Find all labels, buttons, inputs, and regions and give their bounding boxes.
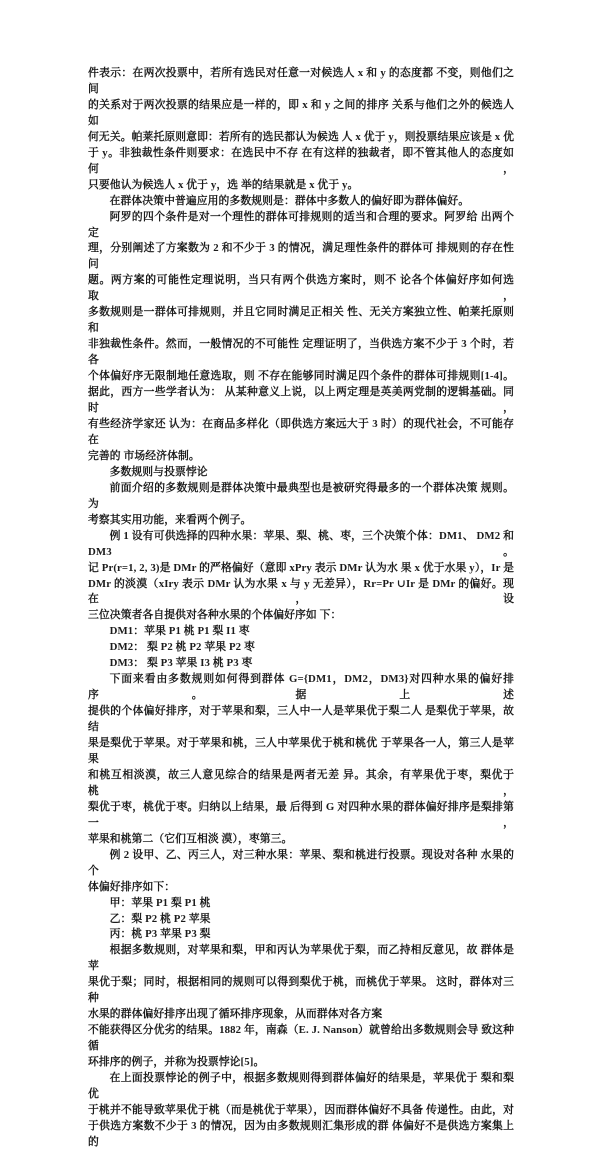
text-line: 环排序的例子，并称为投票悖论[5]。: [88, 1056, 265, 1069]
section-heading: 多数规则与投票悖论: [109, 465, 208, 478]
text-line: 件表示：在两次投票中，若所有选民对任意一对候选人 x 和 y 的态度都 不变，则他们之间: [88, 67, 514, 95]
text-line: 非独裁性条件。然而，一般情况的不可能性 定理证明了，当供选方案不少于 3 个时，若各: [88, 338, 514, 367]
text-line: 果是梨优于苹果。对于苹果和桃，三人中苹果优于桃和桃优 于苹果各一人，第三人是苹果: [88, 737, 514, 765]
text-line: 有些经济学家还 认为：在商品多样化（即供选方案远大于 3 时）的现代社会，不可能存在: [88, 417, 514, 446]
text-line: DM1：苹果 P1 桃 P1 梨 I1 枣: [109, 625, 250, 638]
text-line: 丙：桃 P3 苹果 P3 梨: [109, 928, 211, 941]
text-line: 体偏好排序如下：: [88, 880, 176, 893]
text-line: 于供选方案数不少于 3 的情况，因为由多数规则汇集形成的群 体偏好不是供选方案集上的: [88, 1119, 514, 1148]
text-line: DMr 的淡漠（xIry 表示 DMr 认为水果 x 与 y 无差异），Rr=Pr ∪Ir 是 DMr 的偏好。现在，设: [88, 577, 514, 606]
text-line: 只要他认为候选人 x 优于 y，选 举的结果就是 x 优于 y。: [88, 178, 359, 191]
text-line: 的关系对于两次投票的结果应是一样的，即 x 和 y 之间的排序 关系与他们之外的候选人如: [88, 98, 514, 127]
text-line: 三位决策者各自提供对各种水果的个体偏好序如 下：: [88, 609, 342, 622]
text-line: 果优于梨；同时，根据相同的规则可以得到梨优于桃，而桃优于苹果。 这时，群体对三种: [88, 976, 514, 1005]
text-line: 乙：梨 P2 桃 P2 苹果: [109, 912, 211, 925]
text-line: 阿罗的四个条件是对一个理性的群体可排规则的适当和合理的要求。阿罗给 出两个定: [88, 210, 514, 239]
text-line: 多数规则是一群体可排规则，并且它同时满足正相关 性、无关方案独立性、帕莱托原则和: [88, 306, 514, 335]
text-line: 在群体决策中普遍应用的多数规则是：群体中多数人的偏好即为群体偏好。: [109, 194, 470, 207]
text-line: 不能获得区分优劣的结果。1882 年，南森（E. J. Nanson）就曾给出多数规则会导 致这种循: [88, 1024, 514, 1053]
text-line: 苹果和桃第二（它们互相淡 漠），枣第三。: [88, 832, 293, 845]
text-block: [88, 66, 514, 1151]
text-line: DM2： 梨 P2 桃 P2 苹果 P2 枣: [109, 641, 255, 654]
text-line: 下面来看由多数规则如何得到群体 G={DM1，DM2，DM3}对四种水果的偏好排 序。据上述: [88, 673, 514, 702]
text-line: 理，分别阐述了方案数为 2 和不少于 3 的情况，满足理性条件的群体可 排规则的存在性问: [88, 242, 514, 271]
text-line: 于桃并不能导致苹果优于桃（而是桃优于苹果），因而群体偏好不具备 传递性。由此，对: [88, 1103, 514, 1116]
text-line: 前面介绍的多数规则是群体决策中最典型也是被研究得最多的一个群体决策 规则。为: [88, 481, 514, 510]
text-line: 何无关。帕莱托原则意即：若所有的选民都认为候选 人 x 优于 y，则投票结果应该是 x 优: [88, 130, 514, 143]
text-line: 根据多数规则，对苹果和梨，甲和丙认为苹果优于梨，而乙持相反意见，故 群体是苹: [88, 944, 514, 973]
text-line: 在上面投票悖论的例子中，根据多数规则得到群体偏好的结果是，苹果优于 梨和梨优: [88, 1072, 514, 1100]
text-line: 梨优于枣，桃优于枣。归纳以上结果，最 后得到 G 对四种水果的群体偏好排序是梨排第一，: [88, 800, 514, 829]
text-line: 甲：苹果 P1 梨 P1 桃: [109, 896, 211, 909]
text-line: 提供的个体偏好排序，对于苹果和梨，三人中一人是苹果优于梨二人 是梨优于苹果，故结: [88, 705, 514, 734]
text-line: 记 Pr(r=1, 2, 3)是 DMr 的严格偏好（意即 xPry 表示 DMr 认为水 果 x 优于水果 y），Ir 是: [88, 561, 514, 574]
text-line: 完善的 市场经济体制。: [88, 449, 200, 462]
text-line: 题。两方案的可能性定理说明，当只有两个供选方案时，则不 论各个体偏好序如何选取，: [88, 274, 514, 303]
text-line: 水果的群体偏好排序出现了循环排序现象，从而群体对各方案: [88, 1008, 383, 1021]
text-line: 和桃互相淡漠，故三人意见综合的结果是两者无差 异。其余，有苹果优于枣，梨优于桃，: [88, 768, 514, 797]
text-line: DM3： 梨 P3 苹果 I3 桃 P3 枣: [109, 657, 253, 670]
text-line: 例 2 设甲、乙、丙三人，对三种水果：苹果、梨和桃进行投票。现设对各种 水果的个: [88, 848, 514, 877]
text-line: 个体偏好序无限制地任意选取，则 不存在能够同时满足四个条件的群体可排规则[1-4]。: [88, 370, 514, 383]
text-line: 例 1 设有可供选择的四种水果：苹果、梨、桃、枣，三个决策个体：DM1、 DM2 和 DM3。: [88, 529, 514, 558]
text-line: 据此，西方一些学者认为： 从某种意义上说，以上两定理是英美两党制的逻辑基础。同时，: [88, 386, 514, 415]
text-line: 于 y。非独裁性条件则要求：在选民中不存 在有这样的独裁者，即不管其他人的态度如何，: [88, 146, 514, 175]
text-line: 考察其实用功能，来看两个例子。: [88, 513, 252, 526]
